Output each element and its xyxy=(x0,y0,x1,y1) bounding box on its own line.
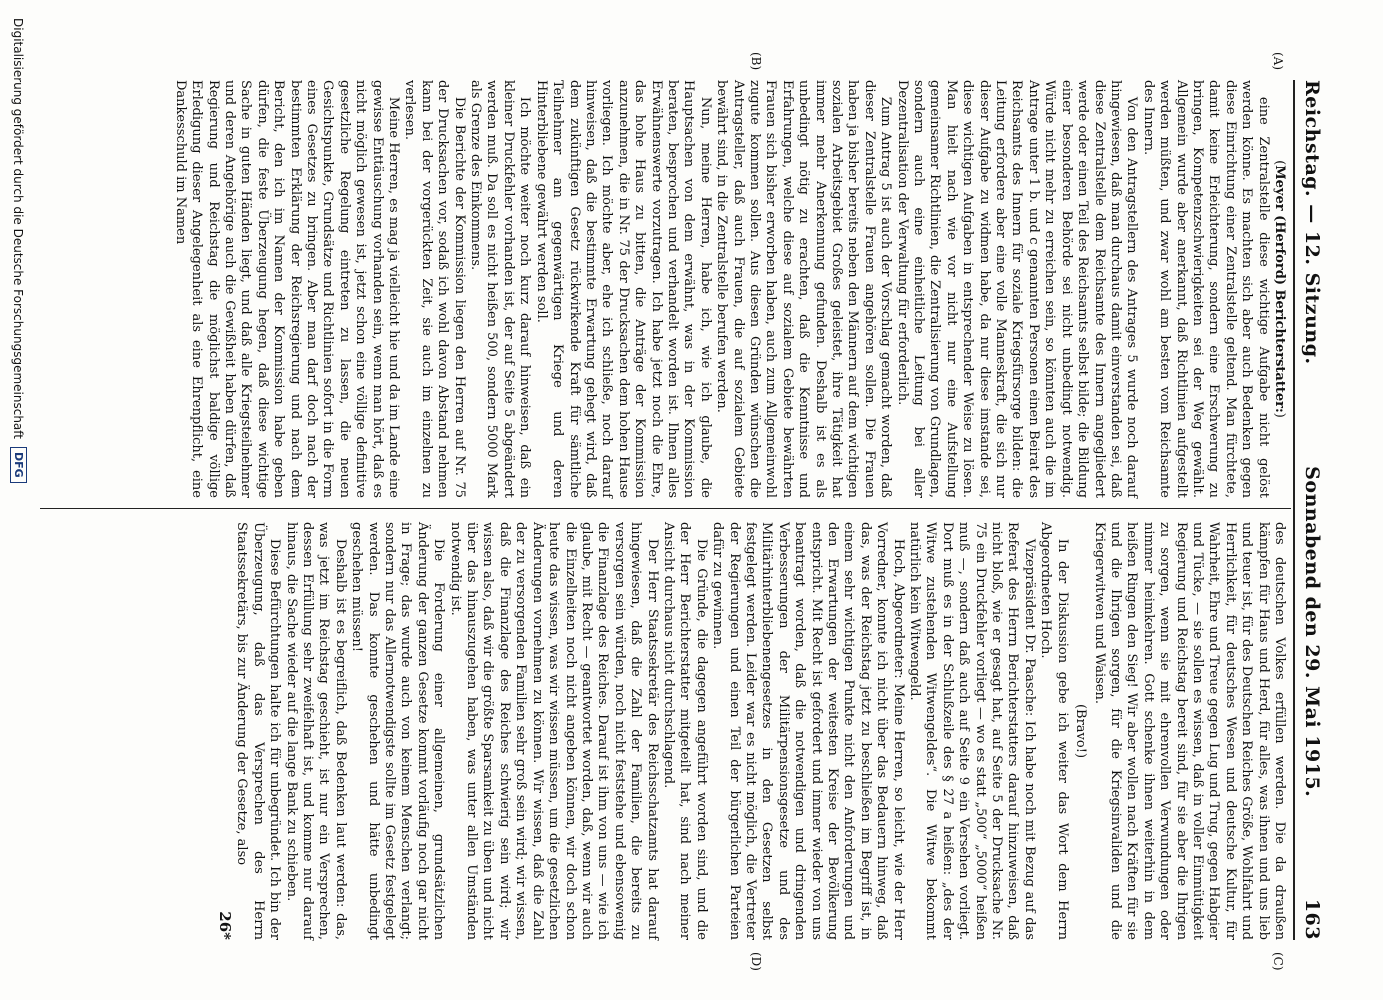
paragraph: Zum Antrag 5 ist auch der Vorschlag gemacht worden, daß dieser Zentralstelle Frauen angehören sollen. Die Frauen haben ja bisher bereits neben den Männern auf dem wichtigen sozialen Arbeitsgebiet Großes geleistet, ihre Tätigkeit hat immer mehr Anerkennung gefunden. Deshalb ist es als unbedingt nötig zu erachten, daß die Kenntnisse und Erfahrungen, welche diese auf sozialem Gebiete bewährten Frauen sich bisher erworben haben, auch zum Allgemeinwohl zugute kommen sollen. Aus diesen Gründen wünschen die Antragsteller, daß auch Frauen, die auf sozialem Gebiete bewährt sind, in die Zentralstelle berufen werden. xyxy=(714,80,894,498)
paragraph: Deshalb ist es begreiflich, daß Bedenken laut werden: das, was jetzt im Reichstag geschieht, ist nur ein Versprechen, dessen Erfüllung sehr zweifelhaft ist, und komme nur darauf hinaus, die Sache wieder auf die lange Bank zu schieben. xyxy=(283,522,348,940)
paragraph: Nun, meine Herren, habe ich, wie ich glaube, die Hauptsachen von dem erwähnt, was in der Kommission beraten, besprochen und verhandelt worden ist. Ihnen alles Erwähnenswerte vorzutragen. Ich habe jetzt noch die Ehre, das hohe Haus zu bitten, die Anträge der Kommission anzunehmen, die in Nr. 75 der Drucksachen dem hohen Hause vorliegen. Ich möchte aber, ehe ich schließe, noch darauf hinweisen, daß die bestimmte Erwartung gehegt wird, daß dem zukünftigen Gesetz rückwirkende Kraft für sämtliche Teilnehmer am gegenwärtigen Kriege und deren Hinterbliebene gewährt werden soll. xyxy=(533,80,713,498)
margin-marker-c: (C) xyxy=(1271,952,1285,971)
margin-marker-d: (D) xyxy=(749,952,763,971)
digitization-credit xyxy=(10,0,27,1000)
paragraph: Diese Befürchtungen halte ich für unbegründet. Ich bin der Überzeugung, daß das Versprechen des Herrn Staatssekretärs, bis zur Änderung der Gesetze, also xyxy=(234,522,283,940)
column-divider xyxy=(40,508,1291,509)
paragraph: Vizepräsident Dr. Paasche: Ich habe noch mit Bezug auf das Referat des Herrn Berichterstatters darauf hinzuweisen, daß nicht bloß, wie er gesagt hat, auf Seite 5 der Drucksache Nr. 75 ein Druckfehler vorliegt — wo es statt „500“ „5000“ heißen muß —, sondern daß auch auf Seite 9 ein Versehen vorliegt. Dort muß es in der Schlußzeile des § 27 a heißen: „des der Witwe zustehenden Witwengeldes“. Die Witwe bekommt natürlich kein Witwengeld. xyxy=(907,522,1037,940)
paragraph: des deutschen Volkes erfüllen werden. Die da draußen kämpfen für Haus und Herd, für alles, was ihnen und uns lieb und teuer ist, für des Deutschen Reiches Größe, Wohlfahrt und Herrlichkeit, für deutsches Wesen und deutsche Kultur, für Wahrheit, Ehre und Treue gegen Lug und Trug, gegen Habgier und Tücke, — sie sollen es wissen, daß in voller Einmütigkeit Regierung und Reichstag bereit sind, für sie aber die Ihrigen zu sorgen, wenn sie mit ehrenvollen Verwundungen oder nimmer heimkehren. Gott schenke ihnen weiterhin in dem heißen Ringen den Sieg! Wir aber wollen nach Kräften für sie und die Ihrigen sorgen, für die Kriegsinvaliden und die Kriegerwitwen und Waisen. xyxy=(1091,522,1287,940)
left-column xyxy=(171,80,1287,498)
header-rule xyxy=(1293,80,1295,940)
paragraph: In der Diskussion gebe ich weiter das Wort dem Herrn Abgeordneten Hoch. xyxy=(1038,522,1070,940)
paragraph: Die Forderung einer allgemeinen, grundsätzlichen Änderung der ganzen Gesetze kommt vorläufig noch gar nicht in Frage; das wurde auch von keinem Menschen verlangt; sondern nur das Allernotwendigste sollte im Gesetz festgelegt werden. Das konnte geschehen und hätte unbedingt geschehen müssen! xyxy=(349,522,447,940)
speaker-heading: (Meyer (Herford) Berichterstatter:) xyxy=(1272,160,1287,418)
margin-marker-b: (B) xyxy=(749,52,763,71)
header-center: Sonnabend den 29. Mai 1915. xyxy=(1301,466,1323,798)
paragraph: Die Gründe, die dagegen angeführt worden sind, und die der Herr Berichterstatter mitgeteilt hat, sind nach meiner Ansicht durchaus nicht durchschlagend. xyxy=(660,522,709,940)
header-left: Reichstag. — 12. Sitzung. xyxy=(1301,80,1323,365)
right-column xyxy=(217,522,1287,940)
paragraph: Der Herr Staatssekretär des Reichsschatzamts hat darauf hingewiesen, daß die Zahl der Familien, die bereits zu versorgen sein würden, noch nicht feststehe und ebensowenig die Finanzlage des Reiches. Darauf ist ihm von uns — wie ich glaube, mit Recht — geantwortet worden, daß, wenn wir auch die Einzelheiten noch nicht angeben können, wir doch schon heute das wissen, was wir wissen müssen, um die gesetzlichen Änderungen vornehmen zu können. Wir wissen, daß die Zahl der zu versorgenden Familien sehr groß sein wird; wir wissen, daß die Finanzlage des Reiches schwierig sein wird; wir wissen also, daß wir die größte Sparsamkeit zu üben und nicht über das hinauszugehen haben, was unter allen Umständen notwendig ist. xyxy=(447,522,660,940)
credit-text: Digitalisierung gefördert durch die Deutsche Forschungsgemeinschaft xyxy=(11,18,26,440)
paragraph: Meine Herren, es mag ja vielleicht hie und da im Lande eine gewisse Enttäuschung vorhanden sein, wenn man hört, daß es nicht möglich gewesen ist, jetzt schon eine völlige definitive gesetzliche Regelung eintreten zu lassen, die neuen Gesichtspunkte, Grundsätze und Richtlinien sofort in die Form eines Gesetzes zu bringen. Aber man darf doch nach der bestimmten Erklärung der Reichsregierung und nach dem Bericht, den ich im Namen der Kommission habe geben dürfen, die feste Überzeugung hegen, daß diese wichtige Sache in guten Händen liegt, und daß alle Kriegsteilnehmer und deren Angehörige auch die Gewißheit haben dürfen, daß Regierung und Reichstag die möglichst baldige völlige Erledigung dieser Angelegenheit als eine Ehrenpflicht, eine Dankesschuld im Namen xyxy=(172,80,402,498)
paragraph: Hoch, Abgeordneter: Meine Herren, so leicht, wie der Herr Vorredner, konnte ich nicht über das Bedauern hinweg, daß das, was der Reichstag jetzt zu beschließen im Begriff ist, in einem sehr wichtigen Punkte nicht den Anforderungen und den Erwartungen der weitesten Kreise der Bevölkerung entspricht. Mit Recht ist gefordert und immer wieder von uns beantragt worden, daß die notwendigen und dringenden Verbesserungen der Militärpensionsgesetze und des Militärhinterbliebenengesetzes in den Gesetzen selbst festgelegt werden. Leider war es nicht möglich, die Vertreter der Regierungen und einen Teil der bürgerlichen Parteien dafür zu gewinnen. xyxy=(710,522,906,940)
paragraph: Von den Antragstellern des Antrages 5 wurde noch darauf hingewiesen, daß man durchaus damit einverstanden sei, daß diese Zentralstelle dem Reichsamte des Innern angegliedert werde oder einen Teil des Reichsamts selbst bilde; die Bildung einer besonderen Behörde sei nicht unbedingt notwendig. Würde nicht mehr zu erreichen sein, so könnten auch die im Antrage unter 1 b. und c genannten Personen einen Beirat des Reichsamts des Innern für soziale Kriegsfürsorge bilden: die Leitung erfordere aber eine volle Manneskraft, die sich nur dieser Aufgabe zu widmen habe, da nur diese imstande sei, diese wichtigen Aufgaben in entsprechender Weise zu lösen. Man hielt nach wie vor nicht nur eine Aufstellung gemeinsamer Richtlinien, die Zentralisierung von Grundlagen, sondern auch eine einheitliche Leitung bei aller Dezentralisation der Verwaltung für erforderlich. xyxy=(894,80,1140,498)
page-number: 163 xyxy=(1301,898,1323,940)
bravo-note: (Bravo!) xyxy=(1073,703,1089,759)
signature-mark: 26* xyxy=(216,911,234,940)
margin-marker-a: (A) xyxy=(1271,52,1285,71)
paragraph: Die Berichte der Kommission liegen den Herren auf Nr. 75 der Drucksachen vor, sodaß ich wohl davon Abstand nehmen kann bei der vorgerückten Zeit, sie auch im einzelnen zu verlesen. xyxy=(402,80,467,498)
page-header xyxy=(1297,80,1327,940)
paragraph: eine Zentralstelle diese wichtige Aufgabe nicht gelöst werden könne. Es machten sich aber auch Bedenken gegen diese Einrichtung einer Zentralstelle geltend. Man fürchtete, damit keine Erleichterung, sondern eine Erschwerung zu bringen, Kompetenzschwierigkeiten sei der Weg gewählt. Allgemein wurde aber anerkannt, daß Richtlinien aufgestellt werden müßten, und zwar wohl am besten vom Reichsamte des Innern. xyxy=(1140,80,1271,498)
paragraph: Ich möchte weiter noch kurz darauf hinweisen, daß ein kleiner Druckfehler vorhanden ist, der auf Seite 5 abgeändert werden muß. Da soll es nicht heißen 500, sondern 5000 Mark als Grenze des Einkommens. xyxy=(468,80,533,498)
dfg-logo: DFG xyxy=(10,447,27,483)
